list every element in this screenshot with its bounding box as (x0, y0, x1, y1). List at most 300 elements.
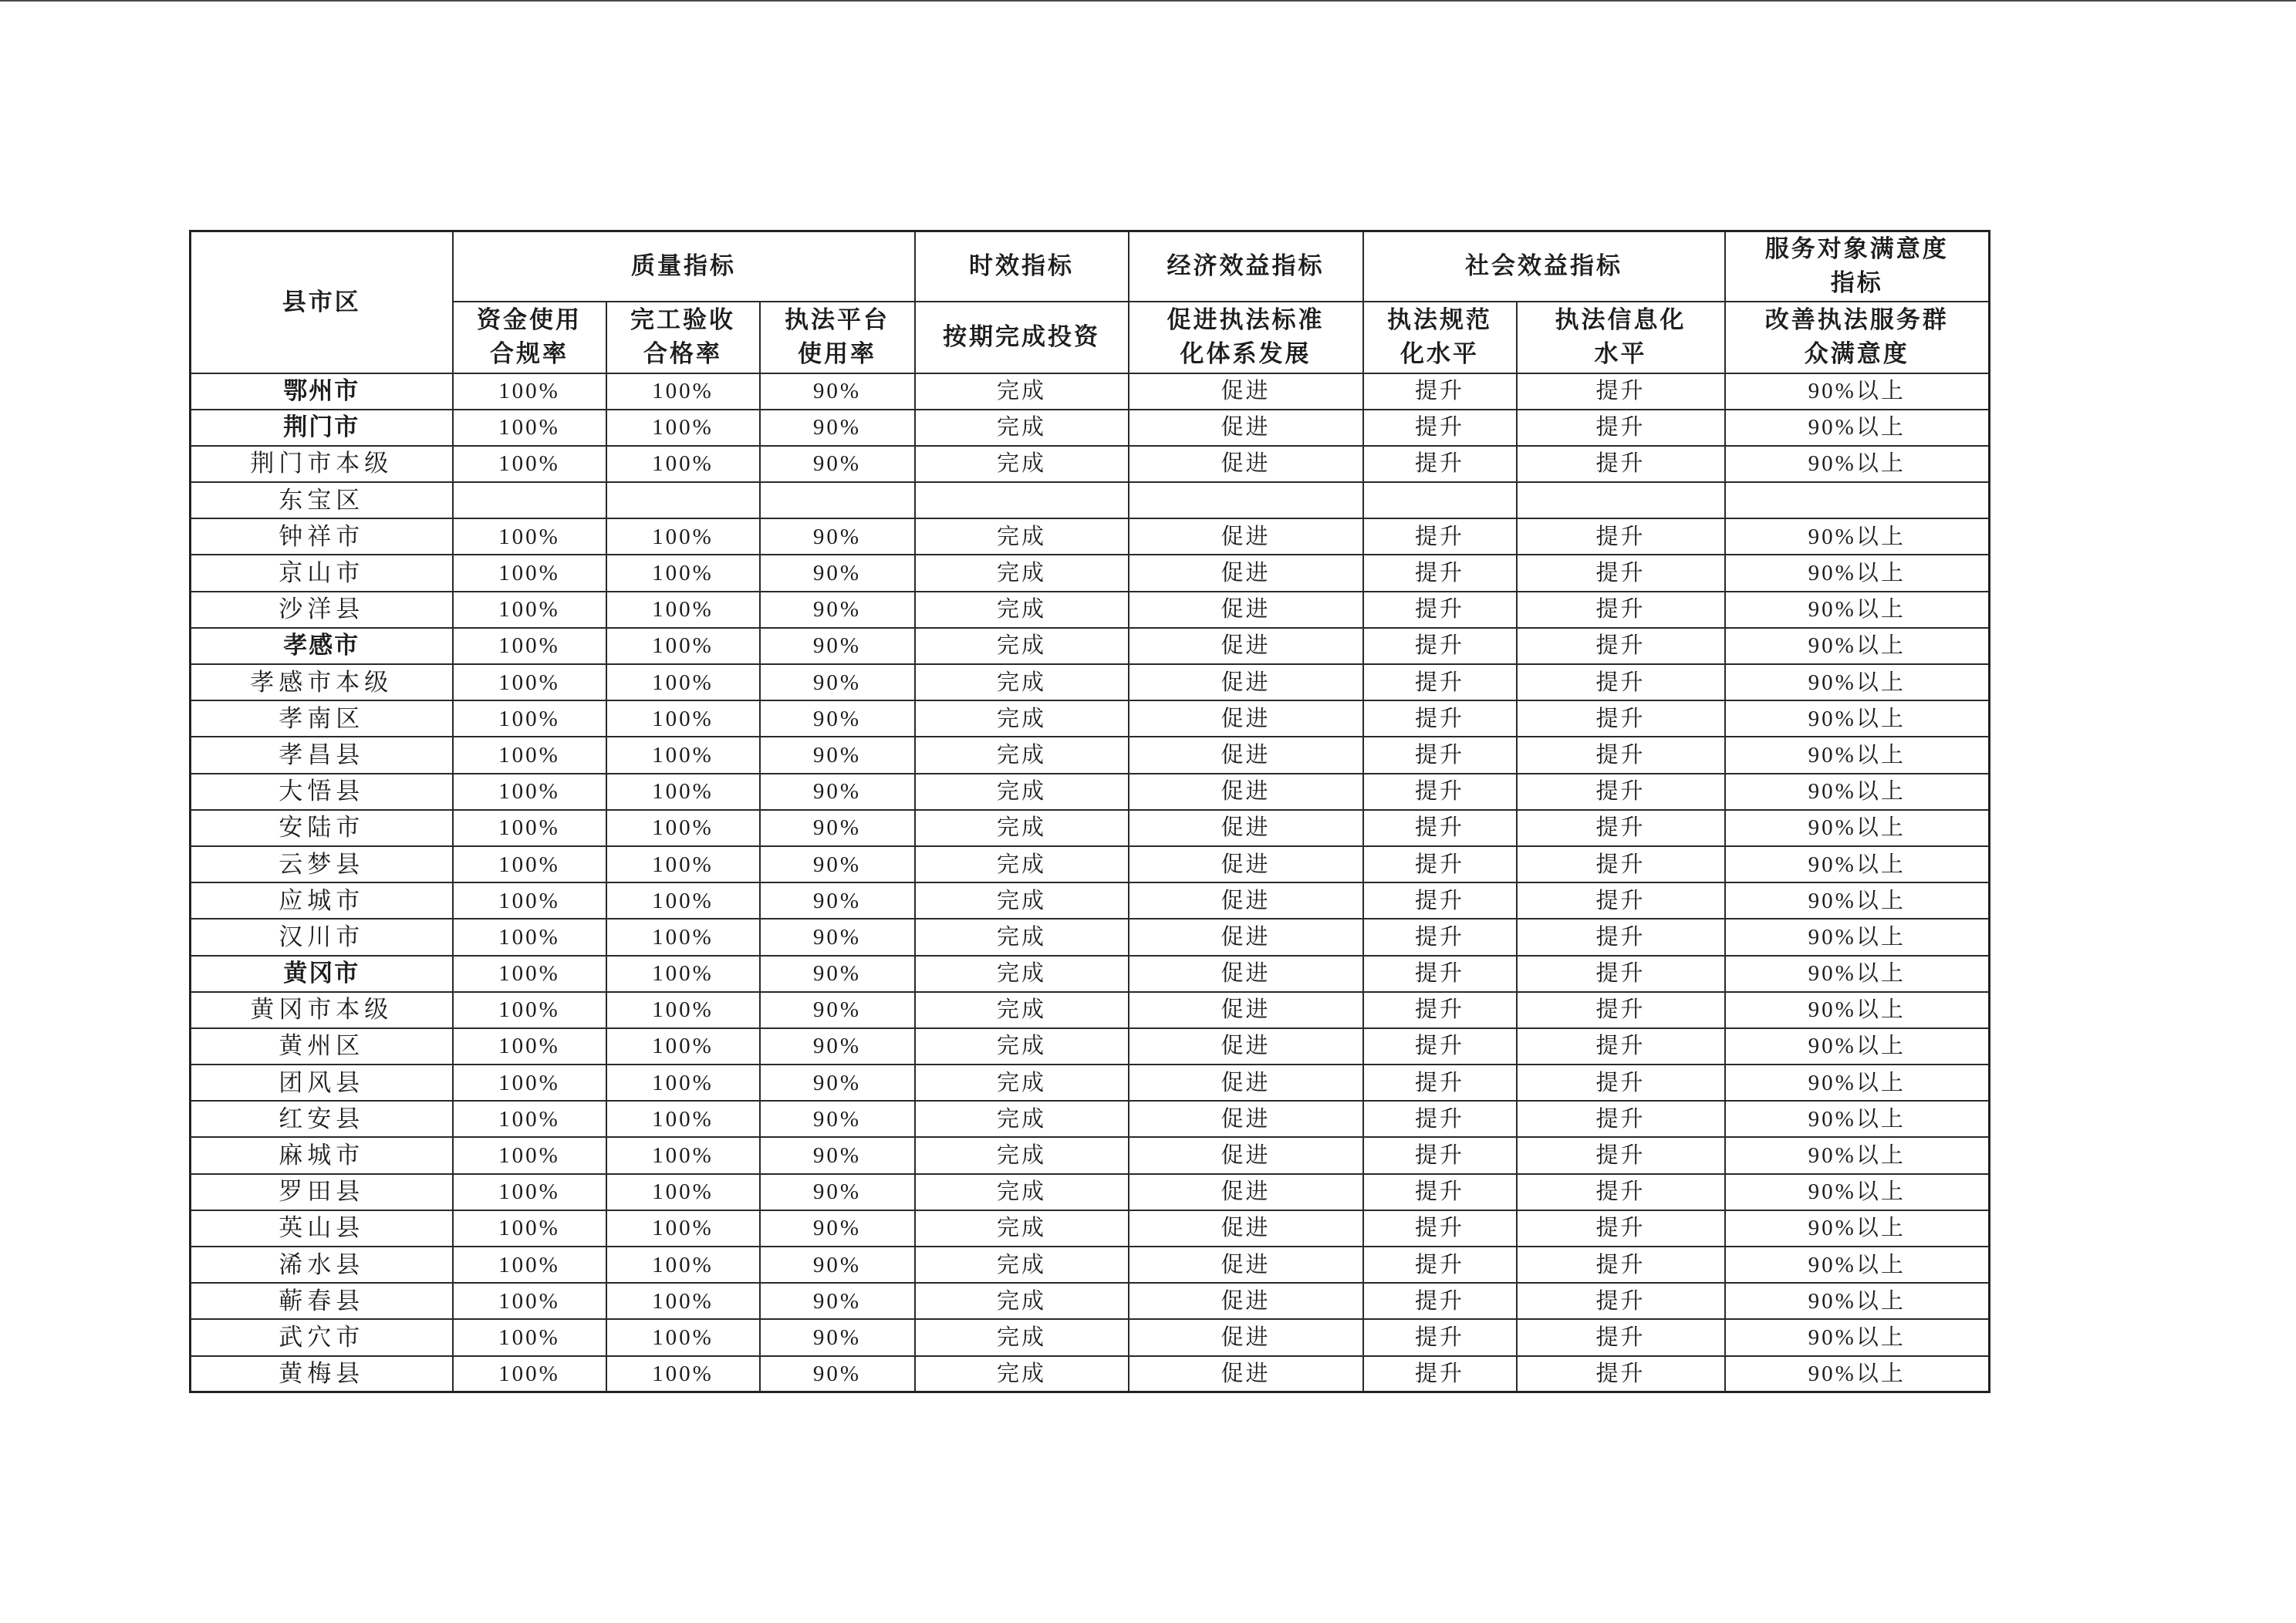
investment-completion: 完成 (915, 410, 1129, 446)
table-row (191, 774, 1990, 810)
table-row (191, 810, 1990, 846)
acceptance-pass-rate: 100% (606, 846, 760, 882)
acceptance-pass-rate: 100% (606, 1319, 760, 1355)
normalization-level: 提升 (1363, 373, 1517, 410)
investment-completion: 完成 (915, 882, 1129, 919)
informatization-level (1517, 482, 1725, 518)
region-name: 大悟县 (191, 774, 453, 810)
investment-completion: 完成 (915, 664, 1129, 700)
acceptance-pass-rate: 100% (606, 1174, 760, 1210)
platform-usage-rate: 90% (760, 1174, 915, 1210)
header-line: 使用率 (798, 340, 876, 367)
platform-usage-rate: 90% (760, 518, 915, 555)
acceptance-pass-rate: 100% (606, 664, 760, 700)
header-line: 执法平台 (785, 306, 890, 333)
standardization-promotion: 促进 (1129, 774, 1363, 810)
informatization-level: 提升 (1517, 1319, 1725, 1355)
satisfaction-level: 90%以上 (1725, 410, 1990, 446)
investment-completion: 完成 (915, 846, 1129, 882)
standardization-promotion: 促进 (1129, 592, 1363, 628)
informatization-level: 提升 (1517, 518, 1725, 555)
acceptance-pass-rate: 100% (606, 518, 760, 555)
investment-completion (915, 482, 1129, 518)
standardization-promotion: 促进 (1129, 628, 1363, 664)
investment-completion: 完成 (915, 992, 1129, 1028)
standardization-promotion: 促进 (1129, 1137, 1363, 1173)
region-name: 京山市 (191, 555, 453, 591)
platform-usage-rate: 90% (760, 592, 915, 628)
region-name: 黄冈市 (191, 956, 453, 992)
normalization-level: 提升 (1363, 810, 1517, 846)
satisfaction-level: 90%以上 (1725, 664, 1990, 700)
satisfaction-level: 90%以上 (1725, 373, 1990, 410)
acceptance-pass-rate: 100% (606, 882, 760, 919)
satisfaction-level: 90%以上 (1725, 737, 1990, 773)
platform-usage-rate: 90% (760, 992, 915, 1028)
normalization-level: 提升 (1363, 555, 1517, 591)
fund-compliance-rate (453, 482, 606, 518)
normalization-level: 提升 (1363, 1210, 1517, 1247)
region-name: 麻城市 (191, 1137, 453, 1173)
informatization-level: 提升 (1517, 592, 1725, 628)
standardization-promotion: 促进 (1129, 373, 1363, 410)
platform-usage-rate: 90% (760, 846, 915, 882)
satisfaction-level: 90%以上 (1725, 992, 1990, 1028)
investment-completion: 完成 (915, 1210, 1129, 1247)
informatization-level: 提升 (1517, 992, 1725, 1028)
investment-completion: 完成 (915, 919, 1129, 955)
header-timeliness-indicators: 时效指标 (915, 231, 1129, 302)
platform-usage-rate: 90% (760, 700, 915, 737)
fund-compliance-rate: 100% (453, 628, 606, 664)
investment-completion: 完成 (915, 1137, 1129, 1173)
table-row (191, 956, 1990, 992)
informatization-level: 提升 (1517, 410, 1725, 446)
platform-usage-rate: 90% (760, 664, 915, 700)
normalization-level: 提升 (1363, 737, 1517, 773)
satisfaction-level: 90%以上 (1725, 1283, 1990, 1319)
satisfaction-level: 90%以上 (1725, 919, 1990, 955)
normalization-level: 提升 (1363, 956, 1517, 992)
informatization-level: 提升 (1517, 1028, 1725, 1065)
normalization-level: 提升 (1363, 1319, 1517, 1355)
informatization-level: 提升 (1517, 882, 1725, 919)
region-name: 孝南区 (191, 700, 453, 737)
standardization-promotion: 促进 (1129, 1101, 1363, 1137)
platform-usage-rate: 90% (760, 1319, 915, 1355)
investment-completion: 完成 (915, 810, 1129, 846)
acceptance-pass-rate: 100% (606, 446, 760, 482)
fund-compliance-rate: 100% (453, 555, 606, 591)
investment-completion: 完成 (915, 446, 1129, 482)
satisfaction-level: 90%以上 (1725, 1319, 1990, 1355)
fund-compliance-rate: 100% (453, 664, 606, 700)
platform-usage-rate: 90% (760, 774, 915, 810)
satisfaction-level: 90%以上 (1725, 956, 1990, 992)
table-row (191, 992, 1990, 1028)
fund-compliance-rate: 100% (453, 1174, 606, 1210)
satisfaction-level: 90%以上 (1725, 446, 1990, 482)
platform-usage-rate: 90% (760, 1137, 915, 1173)
platform-usage-rate: 90% (760, 446, 915, 482)
investment-completion: 完成 (915, 373, 1129, 410)
acceptance-pass-rate: 100% (606, 592, 760, 628)
fund-compliance-rate: 100% (453, 1319, 606, 1355)
normalization-level: 提升 (1363, 882, 1517, 919)
table-row (191, 373, 1990, 410)
standardization-promotion: 促进 (1129, 810, 1363, 846)
acceptance-pass-rate: 100% (606, 992, 760, 1028)
header-line: 按期完成投资 (943, 323, 1100, 350)
table-row (191, 1028, 1990, 1065)
header-line: 促进执法标准 (1167, 306, 1325, 333)
satisfaction-level: 90%以上 (1725, 846, 1990, 882)
table-row (191, 555, 1990, 591)
table-row (191, 482, 1990, 518)
header-acceptance-rate (606, 302, 760, 373)
region-name: 黄州区 (191, 1028, 453, 1065)
fund-compliance-rate: 100% (453, 410, 606, 446)
normalization-level: 提升 (1363, 919, 1517, 955)
standardization-promotion: 促进 (1129, 956, 1363, 992)
fund-compliance-rate: 100% (453, 1210, 606, 1247)
table-row (191, 1283, 1990, 1319)
standardization-promotion: 促进 (1129, 1174, 1363, 1210)
informatization-level: 提升 (1517, 1210, 1725, 1247)
platform-usage-rate: 90% (760, 1247, 915, 1283)
normalization-level: 提升 (1363, 992, 1517, 1028)
region-name: 团风县 (191, 1065, 453, 1101)
region-name: 武穴市 (191, 1319, 453, 1355)
platform-usage-rate: 90% (760, 919, 915, 955)
fund-compliance-rate: 100% (453, 1137, 606, 1173)
acceptance-pass-rate: 100% (606, 628, 760, 664)
informatization-level: 提升 (1517, 1137, 1725, 1173)
acceptance-pass-rate: 100% (606, 410, 760, 446)
platform-usage-rate: 90% (760, 1028, 915, 1065)
header-line: 化体系发展 (1180, 340, 1312, 367)
standardization-promotion: 促进 (1129, 664, 1363, 700)
standardization-promotion: 促进 (1129, 919, 1363, 955)
investment-completion: 完成 (915, 737, 1129, 773)
satisfaction-level (1725, 482, 1990, 518)
acceptance-pass-rate: 100% (606, 1065, 760, 1101)
investment-completion: 完成 (915, 1247, 1129, 1283)
investment-completion: 完成 (915, 628, 1129, 664)
table-row (191, 1174, 1990, 1210)
table-row (191, 410, 1990, 446)
normalization-level: 提升 (1363, 518, 1517, 555)
fund-compliance-rate: 100% (453, 774, 606, 810)
header-line: 水平 (1594, 340, 1647, 367)
header-line: 改善执法服务群 (1764, 306, 1949, 333)
standardization-promotion: 促进 (1129, 446, 1363, 482)
table-row (191, 1210, 1990, 1247)
acceptance-pass-rate: 100% (606, 919, 760, 955)
acceptance-pass-rate: 100% (606, 555, 760, 591)
investment-completion: 完成 (915, 555, 1129, 591)
table-row (191, 882, 1990, 919)
platform-usage-rate: 90% (760, 1101, 915, 1137)
investment-completion: 完成 (915, 1065, 1129, 1101)
fund-compliance-rate: 100% (453, 592, 606, 628)
header-line: 合规率 (490, 340, 569, 367)
header-satisfaction-indicators (1725, 231, 1990, 302)
acceptance-pass-rate: 100% (606, 700, 760, 737)
informatization-level: 提升 (1517, 737, 1725, 773)
acceptance-pass-rate: 100% (606, 810, 760, 846)
header-region: 县市区 (191, 231, 453, 373)
fund-compliance-rate: 100% (453, 1283, 606, 1319)
investment-completion: 完成 (915, 1283, 1129, 1319)
informatization-level: 提升 (1517, 555, 1725, 591)
standardization-promotion: 促进 (1129, 1210, 1363, 1247)
region-name: 应城市 (191, 882, 453, 919)
normalization-level: 提升 (1363, 846, 1517, 882)
acceptance-pass-rate: 100% (606, 956, 760, 992)
table-row (191, 737, 1990, 773)
satisfaction-level: 90%以上 (1725, 518, 1990, 555)
header-line: 资金使用 (477, 306, 582, 333)
fund-compliance-rate: 100% (453, 882, 606, 919)
normalization-level: 提升 (1363, 628, 1517, 664)
fund-compliance-rate: 100% (453, 1101, 606, 1137)
normalization-level: 提升 (1363, 446, 1517, 482)
acceptance-pass-rate: 100% (606, 774, 760, 810)
platform-usage-rate: 90% (760, 1210, 915, 1247)
platform-usage-rate: 90% (760, 555, 915, 591)
header-satisfaction-line-1: 服务对象满意度 (1764, 235, 1949, 263)
fund-compliance-rate: 100% (453, 373, 606, 410)
standardization-promotion: 促进 (1129, 1319, 1363, 1355)
informatization-level: 提升 (1517, 1356, 1725, 1392)
satisfaction-level: 90%以上 (1725, 1174, 1990, 1210)
fund-compliance-rate: 100% (453, 737, 606, 773)
header-line: 众满意度 (1804, 340, 1909, 367)
normalization-level: 提升 (1363, 700, 1517, 737)
fund-compliance-rate: 100% (453, 919, 606, 955)
satisfaction-level: 90%以上 (1725, 555, 1990, 591)
table-body (191, 373, 1990, 1392)
region-name: 孝昌县 (191, 737, 453, 773)
standardization-promotion: 促进 (1129, 700, 1363, 737)
platform-usage-rate: 90% (760, 956, 915, 992)
satisfaction-level: 90%以上 (1725, 1210, 1990, 1247)
performance-indicator-table (189, 230, 1990, 1393)
header-social-indicators: 社会效益指标 (1363, 231, 1725, 302)
region-name: 孝感市本级 (191, 664, 453, 700)
informatization-level: 提升 (1517, 774, 1725, 810)
acceptance-pass-rate: 100% (606, 1356, 760, 1392)
table-row (191, 446, 1990, 482)
header-platform-usage (760, 302, 915, 373)
table-row (191, 518, 1990, 555)
investment-completion: 完成 (915, 592, 1129, 628)
platform-usage-rate: 90% (760, 1065, 915, 1101)
normalization-level: 提升 (1363, 1174, 1517, 1210)
standardization-promotion: 促进 (1129, 518, 1363, 555)
investment-completion: 完成 (915, 1028, 1129, 1065)
region-name: 浠水县 (191, 1247, 453, 1283)
header-fund-compliance (453, 302, 606, 373)
region-name: 云梦县 (191, 846, 453, 882)
satisfaction-level: 90%以上 (1725, 1137, 1990, 1173)
investment-completion: 完成 (915, 1101, 1129, 1137)
region-name: 黄冈市本级 (191, 992, 453, 1028)
satisfaction-level: 90%以上 (1725, 628, 1990, 664)
satisfaction-level: 90%以上 (1725, 700, 1990, 737)
standardization-promotion: 促进 (1129, 1247, 1363, 1283)
informatization-level: 提升 (1517, 810, 1725, 846)
satisfaction-level: 90%以上 (1725, 592, 1990, 628)
header-line: 完工验收 (630, 306, 735, 333)
table-row (191, 1247, 1990, 1283)
table-row (191, 1065, 1990, 1101)
informatization-level: 提升 (1517, 846, 1725, 882)
header-line: 执法信息化 (1555, 306, 1687, 333)
fund-compliance-rate: 100% (453, 810, 606, 846)
platform-usage-rate: 90% (760, 373, 915, 410)
fund-compliance-rate: 100% (453, 518, 606, 555)
normalization-level: 提升 (1363, 1065, 1517, 1101)
header-on-schedule (915, 302, 1129, 373)
standardization-promotion: 促进 (1129, 846, 1363, 882)
informatization-level: 提升 (1517, 1247, 1725, 1283)
fund-compliance-rate: 100% (453, 700, 606, 737)
table-row (191, 664, 1990, 700)
acceptance-pass-rate: 100% (606, 1101, 760, 1137)
table-row (191, 1137, 1990, 1173)
investment-completion: 完成 (915, 956, 1129, 992)
header-line: 合格率 (643, 340, 722, 367)
region-name: 东宝区 (191, 482, 453, 518)
normalization-level: 提升 (1363, 592, 1517, 628)
header-line: 化水平 (1400, 340, 1479, 367)
investment-completion: 完成 (915, 1356, 1129, 1392)
informatization-level: 提升 (1517, 446, 1725, 482)
satisfaction-level: 90%以上 (1725, 1356, 1990, 1392)
region-name: 鄂州市 (191, 373, 453, 410)
table-row (191, 1319, 1990, 1355)
satisfaction-level: 90%以上 (1725, 1065, 1990, 1101)
region-name: 红安县 (191, 1101, 453, 1137)
investment-completion: 完成 (915, 1174, 1129, 1210)
informatization-level: 提升 (1517, 919, 1725, 955)
investment-completion: 完成 (915, 1319, 1129, 1355)
informatization-level: 提升 (1517, 700, 1725, 737)
satisfaction-level: 90%以上 (1725, 1247, 1990, 1283)
standardization-promotion: 促进 (1129, 882, 1363, 919)
informatization-level: 提升 (1517, 628, 1725, 664)
region-name: 英山县 (191, 1210, 453, 1247)
header-row-groups (191, 231, 1990, 302)
investment-completion: 完成 (915, 774, 1129, 810)
standardization-promotion: 促进 (1129, 410, 1363, 446)
normalization-level: 提升 (1363, 1028, 1517, 1065)
region-name: 荆门市 (191, 410, 453, 446)
table-row (191, 919, 1990, 955)
standardization-promotion (1129, 482, 1363, 518)
informatization-level: 提升 (1517, 956, 1725, 992)
platform-usage-rate: 90% (760, 810, 915, 846)
header-row-subindicators (191, 302, 1990, 373)
header-quality-indicators: 质量指标 (453, 231, 915, 302)
acceptance-pass-rate: 100% (606, 1137, 760, 1173)
informatization-level: 提升 (1517, 1174, 1725, 1210)
fund-compliance-rate: 100% (453, 1065, 606, 1101)
header-informatization (1517, 302, 1725, 373)
satisfaction-level: 90%以上 (1725, 1028, 1990, 1065)
standardization-promotion: 促进 (1129, 1283, 1363, 1319)
table-row (191, 1356, 1990, 1392)
region-name: 沙洋县 (191, 592, 453, 628)
header-normalization (1363, 302, 1517, 373)
scan-edge-line (0, 0, 2296, 2)
platform-usage-rate: 90% (760, 1283, 915, 1319)
normalization-level: 提升 (1363, 1247, 1517, 1283)
acceptance-pass-rate: 100% (606, 1210, 760, 1247)
region-name: 荆门市本级 (191, 446, 453, 482)
informatization-level: 提升 (1517, 1065, 1725, 1101)
region-name: 孝感市 (191, 628, 453, 664)
normalization-level: 提升 (1363, 1283, 1517, 1319)
normalization-level: 提升 (1363, 1101, 1517, 1137)
platform-usage-rate: 90% (760, 882, 915, 919)
investment-completion: 完成 (915, 518, 1129, 555)
region-name: 钟祥市 (191, 518, 453, 555)
table-row (191, 1101, 1990, 1137)
satisfaction-level: 90%以上 (1725, 774, 1990, 810)
table-row (191, 846, 1990, 882)
acceptance-pass-rate: 100% (606, 1028, 760, 1065)
platform-usage-rate: 90% (760, 737, 915, 773)
region-name: 罗田县 (191, 1174, 453, 1210)
header-satisfaction-line-2: 指标 (1830, 269, 1883, 297)
table-row (191, 700, 1990, 737)
normalization-level: 提升 (1363, 410, 1517, 446)
acceptance-pass-rate: 100% (606, 373, 760, 410)
acceptance-pass-rate: 100% (606, 1283, 760, 1319)
informatization-level: 提升 (1517, 664, 1725, 700)
fund-compliance-rate: 100% (453, 446, 606, 482)
acceptance-pass-rate: 100% (606, 737, 760, 773)
informatization-level: 提升 (1517, 373, 1725, 410)
header-public-satisfaction (1725, 302, 1990, 373)
acceptance-pass-rate: 100% (606, 1247, 760, 1283)
region-name: 安陆市 (191, 810, 453, 846)
standardization-promotion: 促进 (1129, 1356, 1363, 1392)
table-row (191, 592, 1990, 628)
informatization-level: 提升 (1517, 1283, 1725, 1319)
fund-compliance-rate: 100% (453, 1247, 606, 1283)
platform-usage-rate (760, 482, 915, 518)
table-header (191, 231, 1990, 373)
standardization-promotion: 促进 (1129, 992, 1363, 1028)
standardization-promotion: 促进 (1129, 737, 1363, 773)
satisfaction-level: 90%以上 (1725, 810, 1990, 846)
normalization-level: 提升 (1363, 774, 1517, 810)
normalization-level: 提升 (1363, 1137, 1517, 1173)
header-economic-indicators: 经济效益指标 (1129, 231, 1363, 302)
fund-compliance-rate: 100% (453, 846, 606, 882)
platform-usage-rate: 90% (760, 1356, 915, 1392)
acceptance-pass-rate (606, 482, 760, 518)
region-name: 蕲春县 (191, 1283, 453, 1319)
header-line: 执法规范 (1387, 306, 1492, 333)
fund-compliance-rate: 100% (453, 1356, 606, 1392)
fund-compliance-rate: 100% (453, 956, 606, 992)
region-name: 黄梅县 (191, 1356, 453, 1392)
